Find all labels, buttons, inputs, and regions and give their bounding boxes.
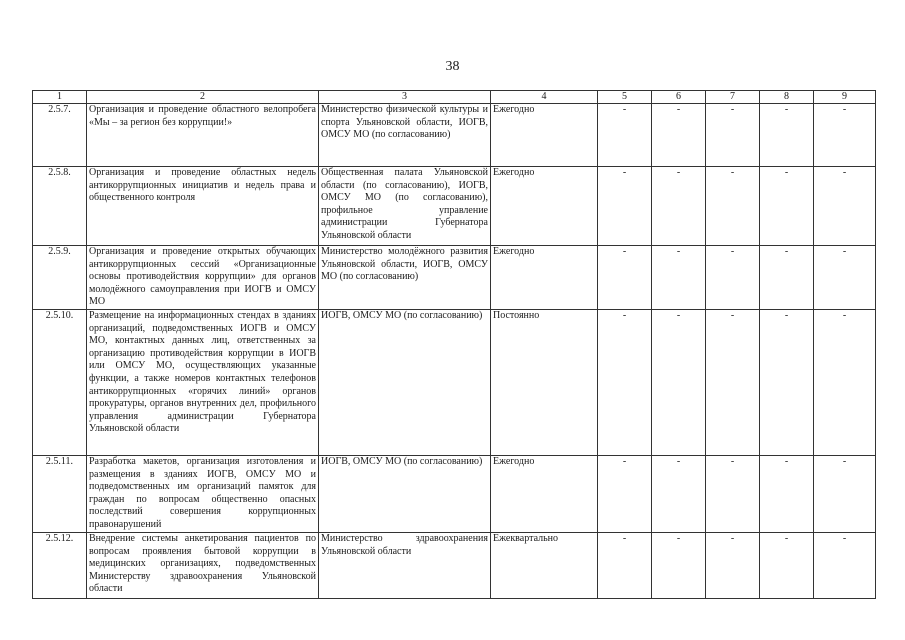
item-executor: Общественная палата Ульяновской области (по согласованию), ИОГВ, ОМСУ МО (по согласованию), профильное управление администрации Губернатора Ульяновской области <box>319 167 491 246</box>
cell-col9: - <box>814 246 876 310</box>
item-period: Ежегодно <box>491 246 598 310</box>
item-number: 2.5.7. <box>33 104 87 167</box>
cell-col6: - <box>652 104 706 167</box>
cell-col8: - <box>760 456 814 533</box>
column-header: 6 <box>652 91 706 104</box>
item-period: Постоянно <box>491 310 598 456</box>
cell-col7: - <box>706 456 760 533</box>
table-row <box>33 104 876 167</box>
item-number: 2.5.12. <box>33 533 87 599</box>
item-period: Ежегодно <box>491 456 598 533</box>
table-row <box>33 533 876 599</box>
cell-col5: - <box>598 104 652 167</box>
cell-col9: - <box>814 104 876 167</box>
cell-col8: - <box>760 310 814 456</box>
cell-col5: - <box>598 246 652 310</box>
cell-col7: - <box>706 310 760 456</box>
table-row <box>33 167 876 246</box>
column-header: 1 <box>33 91 87 104</box>
cell-col7: - <box>706 167 760 246</box>
column-header: 7 <box>706 91 760 104</box>
item-description: Разработка макетов, организация изготовления и размещения в зданиях ИОГВ, ОМСУ МО и подведомственных им организаций памяток для граждан по вопросам общественно опасных последствий совершения коррупционных правонарушений <box>87 456 319 533</box>
item-executor: ИОГВ, ОМСУ МО (по согласованию) <box>319 310 491 456</box>
cell-col9: - <box>814 533 876 599</box>
item-number: 2.5.8. <box>33 167 87 246</box>
table-row <box>33 310 876 456</box>
item-number: 2.5.9. <box>33 246 87 310</box>
page-number: 38 <box>445 59 460 74</box>
column-header: 9 <box>814 91 876 104</box>
cell-col7: - <box>706 246 760 310</box>
item-number: 2.5.11. <box>33 456 87 533</box>
item-description: Внедрение системы анкетирования пациентов по вопросам проявления бытовой коррупции в медицинских организациях, подведомственных Министерству здравоохранения Ульяновской области <box>87 533 319 599</box>
cell-col7: - <box>706 533 760 599</box>
item-executor: Министерство молодёжного развития Ульяновской области, ИОГВ, ОМСУ МО (по согласованию) <box>319 246 491 310</box>
cell-col6: - <box>652 167 706 246</box>
item-period: Ежеквартально <box>491 533 598 599</box>
table-row <box>33 456 876 533</box>
item-description: Организация и проведение областных недель антикоррупционных инициатив и недель права и общественного контроля <box>87 167 319 246</box>
column-header: 2 <box>87 91 319 104</box>
cell-col8: - <box>760 104 814 167</box>
cell-col5: - <box>598 533 652 599</box>
item-number: 2.5.10. <box>33 310 87 456</box>
column-header: 3 <box>319 91 491 104</box>
item-description: Размещение на информационных стендах в зданиях организаций, подведомственных ИОГВ и ОМСУ МО, контактных данных лиц, ответственных за организацию противодействия коррупции в ИОГВ или ОМСУ МО, осуществляющих указанные функции, а также номеров контактных телефонов антикоррупционных «горячих линий» органов прокуратуры, органов внутренних дел, профильного управления администрации Губернатора Ульяновской области <box>87 310 319 456</box>
cell-col6: - <box>652 533 706 599</box>
item-executor: ИОГВ, ОМСУ МО (по согласованию) <box>319 456 491 533</box>
cell-col8: - <box>760 246 814 310</box>
column-header: 5 <box>598 91 652 104</box>
cell-col9: - <box>814 167 876 246</box>
cell-col9: - <box>814 310 876 456</box>
cell-col8: - <box>760 533 814 599</box>
cell-col6: - <box>652 456 706 533</box>
column-header: 4 <box>491 91 598 104</box>
column-header: 8 <box>760 91 814 104</box>
table-row <box>33 246 876 310</box>
plan-table <box>32 90 876 599</box>
cell-col8: - <box>760 167 814 246</box>
item-description: Организация и проведение областного велопробега «Мы – за регион без коррупции!» <box>87 104 319 167</box>
cell-col5: - <box>598 456 652 533</box>
item-period: Ежегодно <box>491 104 598 167</box>
header-row <box>33 91 876 104</box>
item-description: Организация и проведение открытых обучающих антикоррупционных сессий «Организационные основы противодействия коррупции» для органов молодёжного самоуправления при ИОГВ и ОМСУ МО <box>87 246 319 310</box>
item-executor: Министерство физической культуры и спорта Ульяновской области, ИОГВ, ОМСУ МО (по согласованию) <box>319 104 491 167</box>
item-executor: Министерство здравоохранения Ульяновской области <box>319 533 491 599</box>
cell-col9: - <box>814 456 876 533</box>
cell-col6: - <box>652 310 706 456</box>
cell-col5: - <box>598 167 652 246</box>
cell-col7: - <box>706 104 760 167</box>
item-period: Ежегодно <box>491 167 598 246</box>
cell-col5: - <box>598 310 652 456</box>
cell-col6: - <box>652 246 706 310</box>
